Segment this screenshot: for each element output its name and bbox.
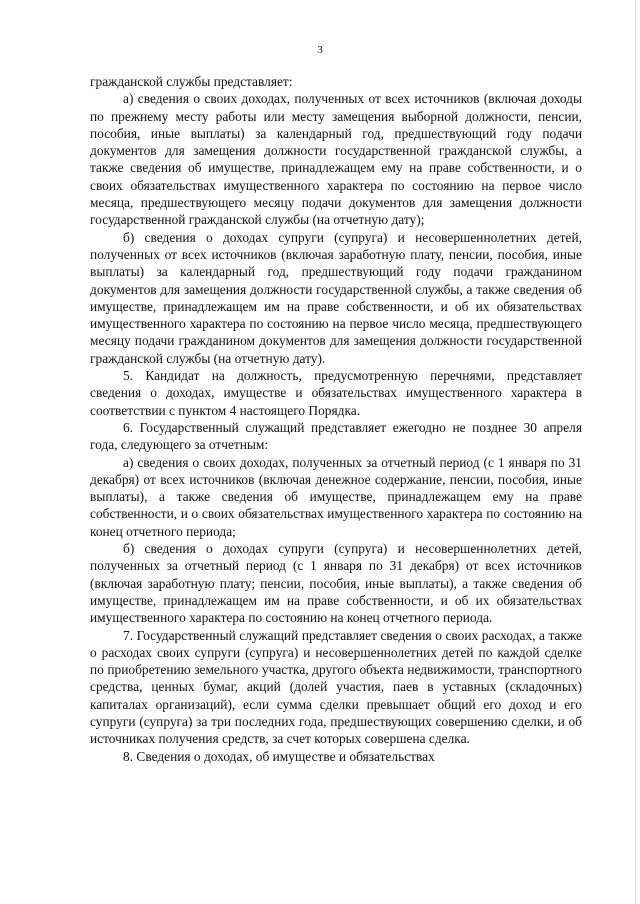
page-number: 3 xyxy=(317,44,323,56)
paragraph-6-item-a: а) сведения о своих доходах, полученных за отчетный период (с 1 января по 31 декабря) от всех источников (включая денежное содержание, пенсии, пособия, иные выплаты), а также сведения об имуществе, принадлежащем ему на праве собственности, и о своих обязательствах имущественного характера по состоянию на конец отчетного периода; xyxy=(90,454,582,539)
scan-edge-line xyxy=(635,0,636,904)
paragraph-6: 6. Государственный служащий представляет ежегодно не позднее 30 апреля года, следующего за отчетным: xyxy=(90,419,582,453)
paragraph-7: 7. Государственный служащий представляет сведения о своих расходах, а также о расходах своих супруги (супруга) и несовершеннолетних детей по каждой сделке по приобретению земельного участка, другого объекта недвижимости, транспортного средства, ценных бумаг, акций (долей участия, паев в уставных (складочных) капиталах организаций), если сумма сделки превышает общий его доход и его супруги (супруга) за три последних года, предшествующих совершению сделки, и об источниках получения средств, за счет которых совершена сделка. xyxy=(90,627,582,747)
paragraph-6-item-b: б) сведения о доходах супруги (супруга) и несовершеннолетних детей, полученных за отчетный период (с 1 января по 31 декабря) от всех источников (включая заработную плату; пенсии, пособия, иные выплаты), а также сведения об имуществе, принадлежащем им на праве собственности, и об их обязательствах имущественного характера по состоянию на конец отчетного периода. xyxy=(90,541,582,626)
paragraph-item-a: а) сведения о своих доходах, полученных от всех источников (включая доходы по прежнему месту работы или месту замещения выборной должности, пенсии, пособия, иные выплаты) за календарный год, предшествующий году подачи документов для замещения должности государственной гражданской службы, а также сведения об имуществе, принадлежащем ему на праве собственности, и о своих обязательствах имущественного характера по состоянию на первое число месяца, предшествующего месяцу подачи документов для замещения должности государственной гражданской службы (на отчетную дату); xyxy=(90,91,582,228)
document-body xyxy=(90,73,582,765)
paragraph-continuation: гражданской службы представляет: xyxy=(90,74,293,89)
paragraph-8: 8. Сведения о доходах, об имуществе и обязательствах xyxy=(123,748,435,764)
paragraph-5: 5. Кандидат на должность, предусмотренную перечнями, представляет сведения о доходах, имуществе и обязательствах имущественного характера в соответствии с пунктом 4 настоящего Порядка. xyxy=(90,368,582,418)
paragraph-item-b: б) сведения о доходах супруги (супруга) и несовершеннолетних детей, полученных от всех источников (включая заработную плату, пенсии, пособия, иные выплаты) за календарный год, предшествующий году подачи гражданином документов для замещения должности государственной службы, а также сведения об имуществе, принадлежащем им на праве собственности, и об их обязательствах имущественного характера по состоянию на первое число месяца, предшествующего месяцу подачи гражданином документов для замещения должности государственной гражданской службы (на отчетную дату). xyxy=(90,229,582,366)
